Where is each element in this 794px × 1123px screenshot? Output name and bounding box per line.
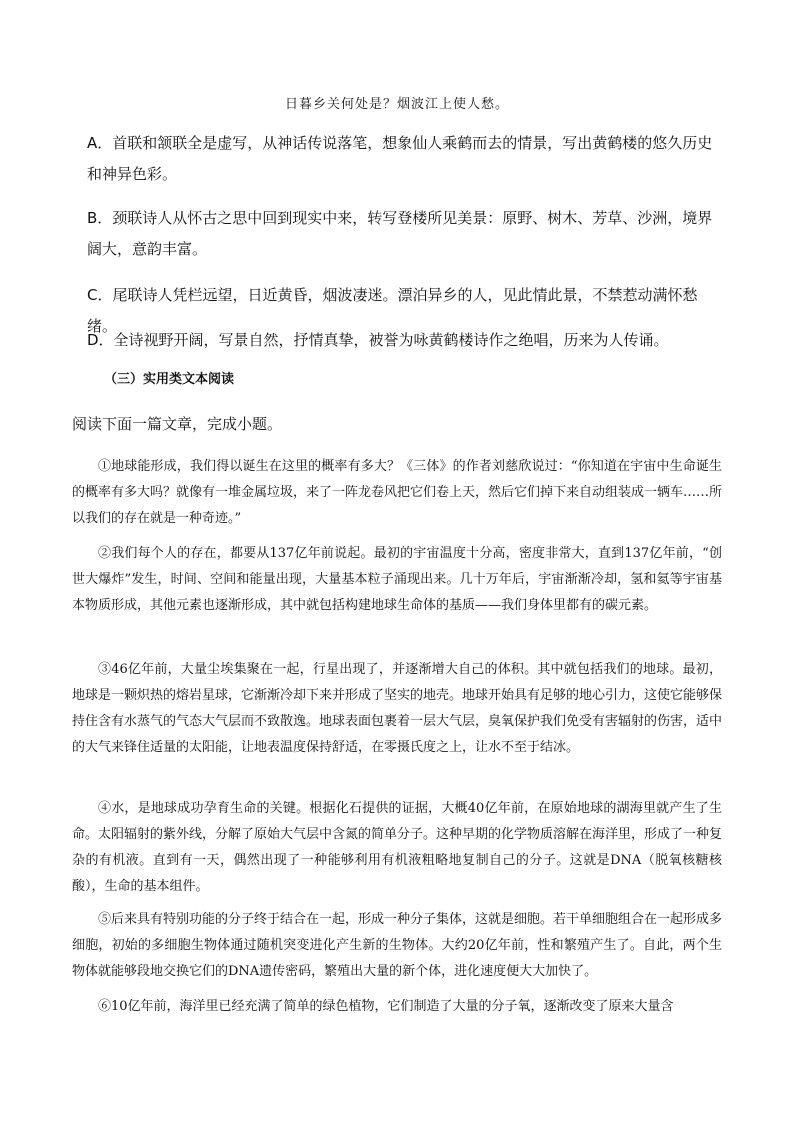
paragraph-4: ④水，是地球成功孕育生命的关键。根据化石提供的证据，大概40亿年前，在原始地球的湖海里就产生了生命。太阳辐射的紫外线，分解了原始大气层中含氮的简单分子。这种早期的化学物质溶解在海洋里，形成了一种复杂的有机液。直到有一天，偶然出现了一种能够利用有机液粗略地复制自己的分子。这就是DNA（脱氧核糖核酸），生命的基本组件。 [72,801,723,894]
paragraph-5: ⑤后来具有特别功能的分子终于结合在一起，形成一种分子集体，这就是细胞。若干单细胞组合在一起形成多细胞，初始的多细胞生物体通过随机突变进化产生新的生物体。大约20亿年前，性和繁殖产生了。自此，两个生物体就能够段地交换它们的DNA遗传密码，繁殖出大量的新个体，进化速度便大大加快了。 [72,912,723,979]
option-c: C．尾联诗人凭栏远望，日近黄昏，烟波凄迷。漂泊异乡的人，见此情此景，不禁惹动满怀愁绪。 [87,286,698,335]
paragraph-3: ③46亿年前，大量尘埃集聚在一起，行星出现了，并逐渐增大自己的体积。其中就包括我们的地球。最初，地球是一颗炽热的熔岩星球，它渐渐冷却下来并形成了坚实的地壳。地球开始具有足够的地心引力，这使它能够保持住含有水蒸气的气态大气层而不致散逸。地球表面包裹着一层大气层，臭氧保护我们免受有害辐射的伤害，适中的大气来锋住适量的太阳能，让地表温度保持舒适，在零摄氏度之上，让水不至于结冰。 [72,662,723,755]
instruction-text: 阅读下面一篇文章，完成小题。 [72,415,283,433]
option-d: D．全诗视野开阔，写景自然，抒情真挚，被誉为咏黄鹤楼诗作之绝唱，历来为人传诵。 [87,331,669,349]
paragraph-2: ②我们每个人的存在，都要从137亿年前说起。最初的宇宙温度十分高，密度非常大，直到137亿年前，“创世大爆炸”发生，时间、空间和能量出现，大量基本粒子涌现出来。几十万年后，宇宙渐渐冷却，氢和氦等宇宙基本物质形成，其他元素也逐渐形成，其中就包括构建地球生命体的基质——我们身体里都有的碳元素。 [72,546,722,613]
paragraph-6: ⑥10亿年前，海洋里已经充满了简单的绿色植物，它们制造了大量的分子氧，逐渐改变了原来大量含 [98,999,674,1014]
section-title: （三）实用类文本阅读 [104,372,235,387]
paragraph-1: ①地球能形成，我们得以诞生在这里的概率有多大？《三体》的作者刘慈欣说过：“你知道在宇宙中生命诞生的概率有多大吗？就像有一堆金属垃圾，来了一阵龙卷风把它们卷上天，然后它们掉下来自动组装成一辆车……所以我们的存在就是一种奇迹。” [72,459,723,526]
option-b: B．颈联诗人从怀古之思中回到现实中来，转写登楼所见美景：原野、树木、芳草、沙洲，境界阔大，意韵丰富。 [87,209,713,258]
poem-line: 日暮乡关何处是？烟波江上使人愁。 [284,97,509,112]
option-a: A．首联和颔联全是虚写，从神话传说落笔，想象仙人乘鹤而去的情景，写出黄鹤楼的悠久历史和神异色彩。 [87,134,713,183]
